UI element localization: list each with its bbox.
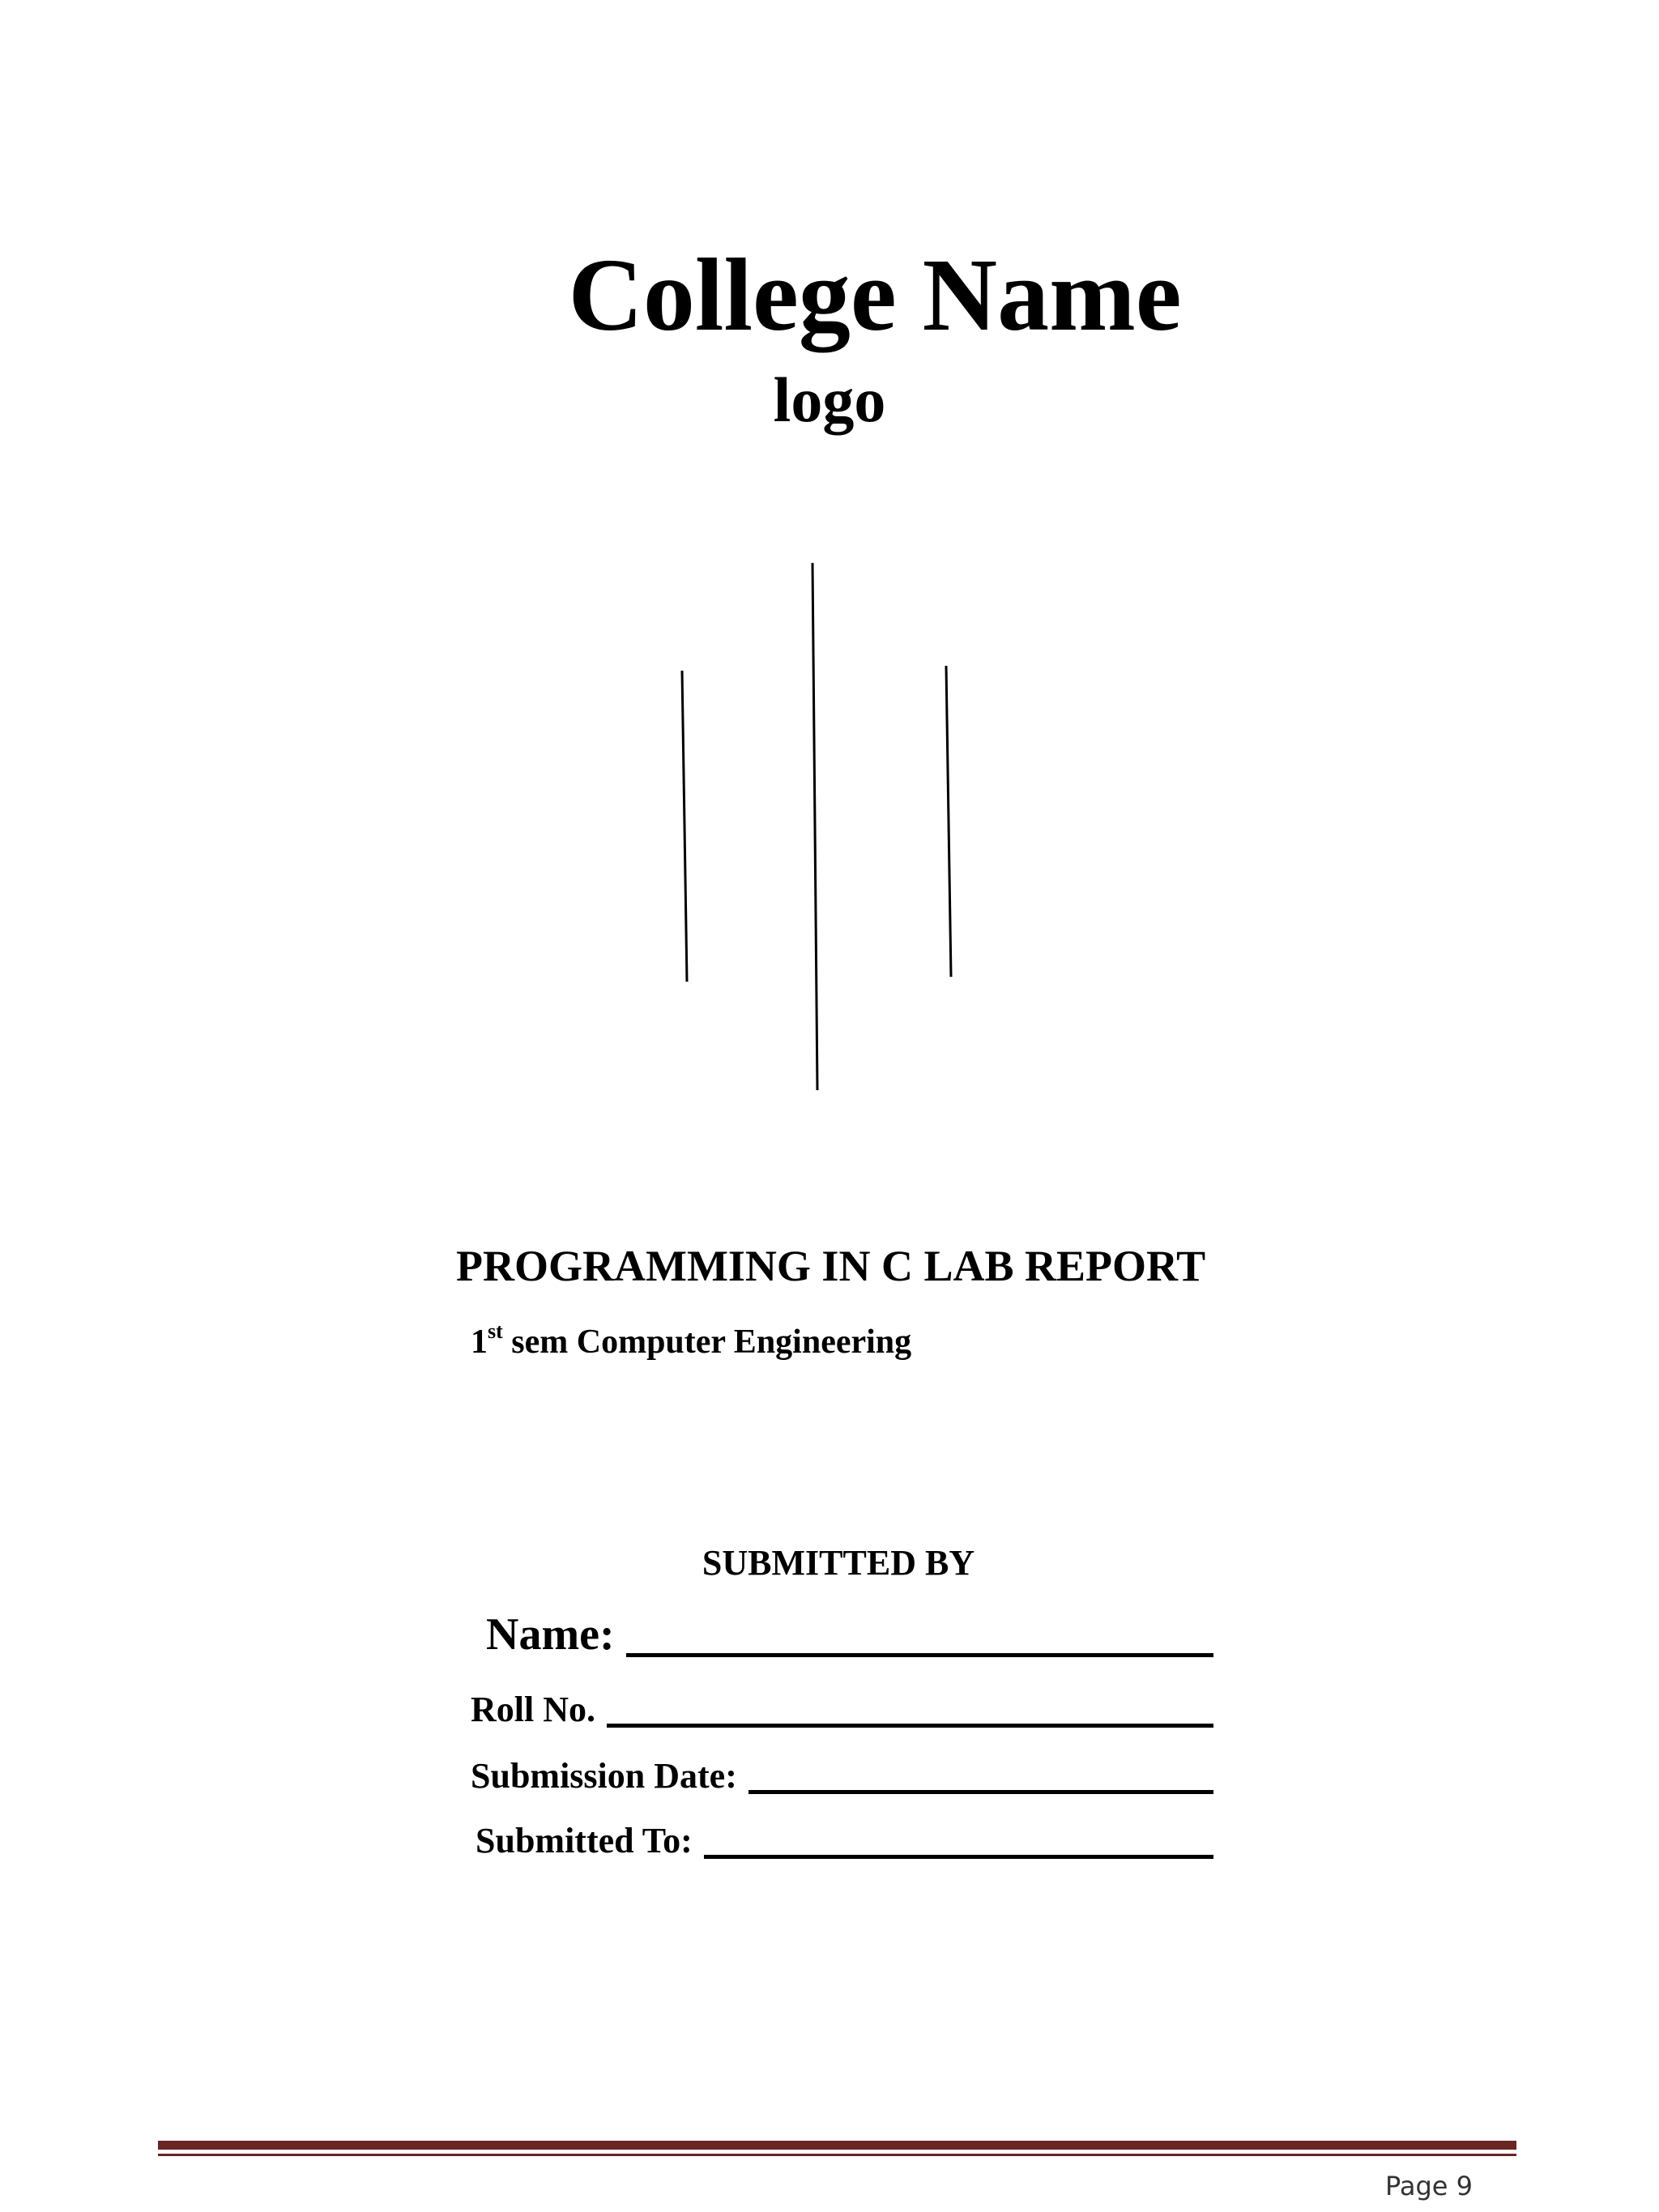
submitted-to-label: Submitted To: xyxy=(476,1821,693,1860)
submission-date-label: Submission Date: xyxy=(471,1756,737,1796)
footer-rule-thin xyxy=(158,2154,1516,2156)
logo-line-left xyxy=(682,671,687,982)
page-number: Page 9 xyxy=(1385,2171,1473,2201)
report-title: PROGRAMMING IN C LAB REPORT xyxy=(456,1242,1206,1290)
submitted-to-field xyxy=(476,1822,1213,1859)
college-name: College Name xyxy=(568,237,1182,352)
roll-no-field xyxy=(471,1691,1213,1728)
logo-line-right xyxy=(946,666,951,977)
roll-no-label: Roll No. xyxy=(471,1690,595,1729)
submitted-to-blank-line xyxy=(704,1822,1213,1859)
submission-date-field xyxy=(471,1758,1213,1794)
semester-program: sem Computer Engineering xyxy=(502,1323,912,1361)
submission-date-blank-line xyxy=(748,1758,1213,1794)
logo-placeholder-label: logo xyxy=(773,364,886,435)
semester-suffix: st xyxy=(488,1319,503,1343)
roll-no-blank-line xyxy=(607,1691,1213,1728)
submitted-by-heading: SUBMITTED BY xyxy=(702,1543,975,1583)
name-blank-line xyxy=(626,1613,1213,1657)
name-label: Name: xyxy=(486,1609,615,1660)
semester-line xyxy=(471,1319,912,1361)
name-field xyxy=(486,1609,1213,1660)
logo-line-center xyxy=(812,563,817,1090)
semester-number: 1 xyxy=(471,1323,488,1361)
footer-rule-thick xyxy=(158,2141,1516,2150)
